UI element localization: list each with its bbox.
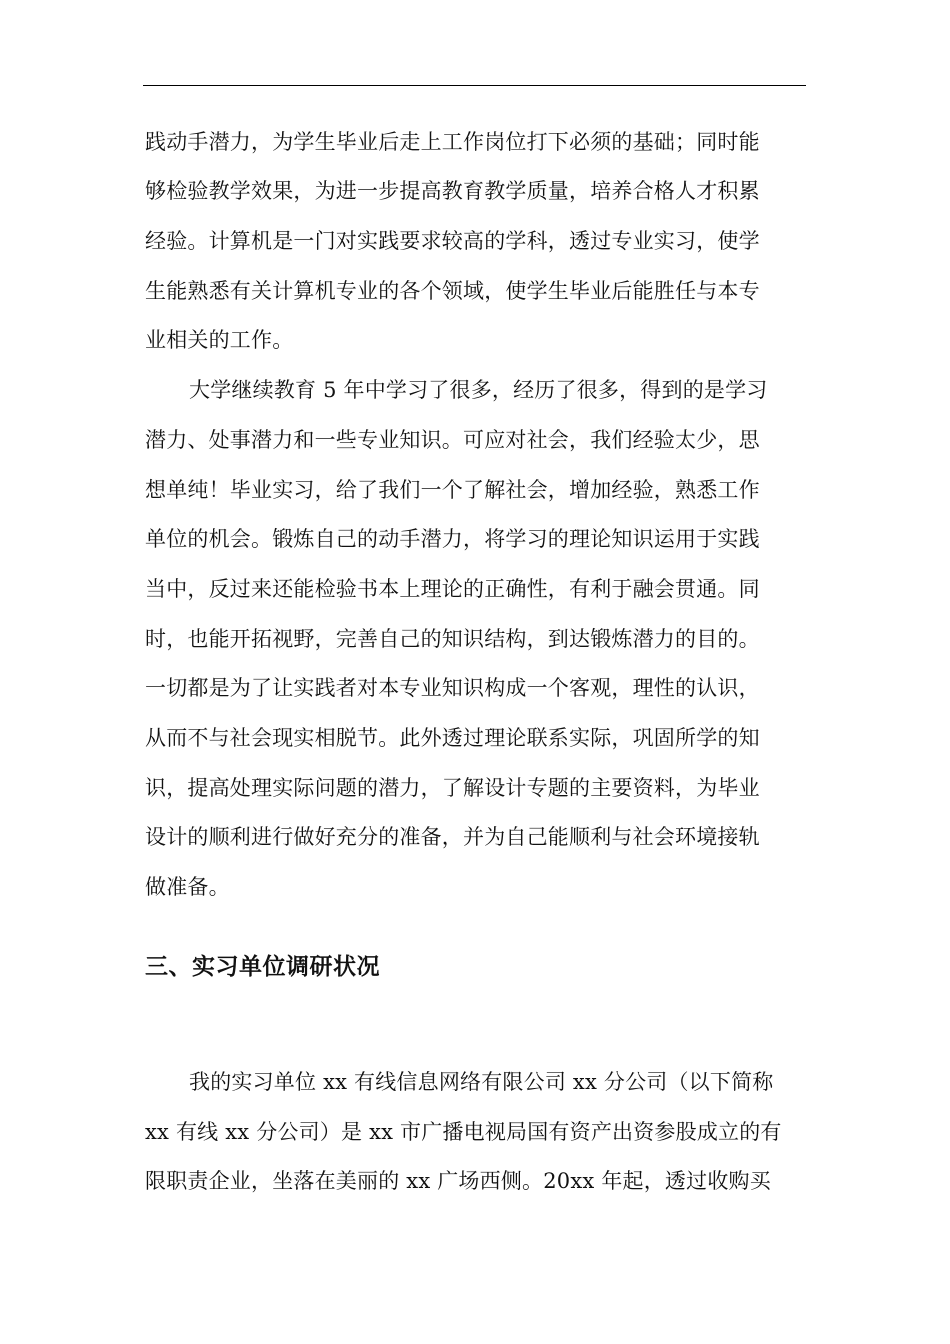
paragraph-line: 一切都是为了让实践者对本专业知识构成一个客观，理性的认识， <box>145 676 760 700</box>
section-heading: 三、实习单位调研状况 <box>145 954 380 980</box>
paragraph-line: 我的实习单位 xx 有线信息网络有限公司 xx 分公司（以下简称 <box>189 1070 774 1094</box>
paragraph-line: 够检验教学效果，为进一步提高教育教学质量，培养合格人才积累 <box>145 179 760 203</box>
paragraph-line: 限职责企业，坐落在美丽的 xx 广场西侧。20xx 年起，透过收购买 <box>145 1169 771 1193</box>
paragraph-line: 生能熟悉有关计算机专业的各个领域，使学生毕业后能胜任与本专 <box>145 279 760 303</box>
paragraph-line: 业相关的工作。 <box>145 328 294 352</box>
paragraph-line: 想单纯！毕业实习，给了我们一个了解社会，增加经验，熟悉工作 <box>145 478 760 502</box>
paragraph-line: 从而不与社会现实相脱节。此外透过理论联系实际，巩固所学的知 <box>145 726 760 750</box>
paragraph-line: 潜力、处事潜力和一些专业知识。可应对社会，我们经验太少，思 <box>145 428 760 452</box>
paragraph-line: 当中，反过来还能检验书本上理论的正确性，有利于融会贯通。同 <box>145 577 760 601</box>
paragraph-line: 践动手潜力，为学生毕业后走上工作岗位打下必须的基础；同时能 <box>145 130 760 154</box>
paragraph-line: 做准备。 <box>145 875 230 899</box>
paragraph-line: 识，提高处理实际问题的潜力，了解设计专题的主要资料，为毕业 <box>145 776 760 800</box>
paragraph-line: 经验。计算机是一门对实践要求较高的学科，透过专业实习，使学 <box>145 229 760 253</box>
paragraph-line: 设计的顺利进行做好充分的准备，并为自己能顺利与社会环境接轨 <box>145 825 760 849</box>
paragraph-line: 时，也能开拓视野，完善自己的知识结构，到达锻炼潜力的目的。 <box>145 627 760 651</box>
paragraph-line: 大学继续教育 5 年中学习了很多，经历了很多，得到的是学习 <box>189 378 768 402</box>
paragraph-line: xx 有线 xx 分公司）是 xx 市广播电视局国有资产出资参股成立的有 <box>145 1120 782 1144</box>
header-rule <box>143 85 806 86</box>
paragraph-line: 单位的机会。锻炼自己的动手潜力，将学习的理论知识运用于实践 <box>145 527 760 551</box>
